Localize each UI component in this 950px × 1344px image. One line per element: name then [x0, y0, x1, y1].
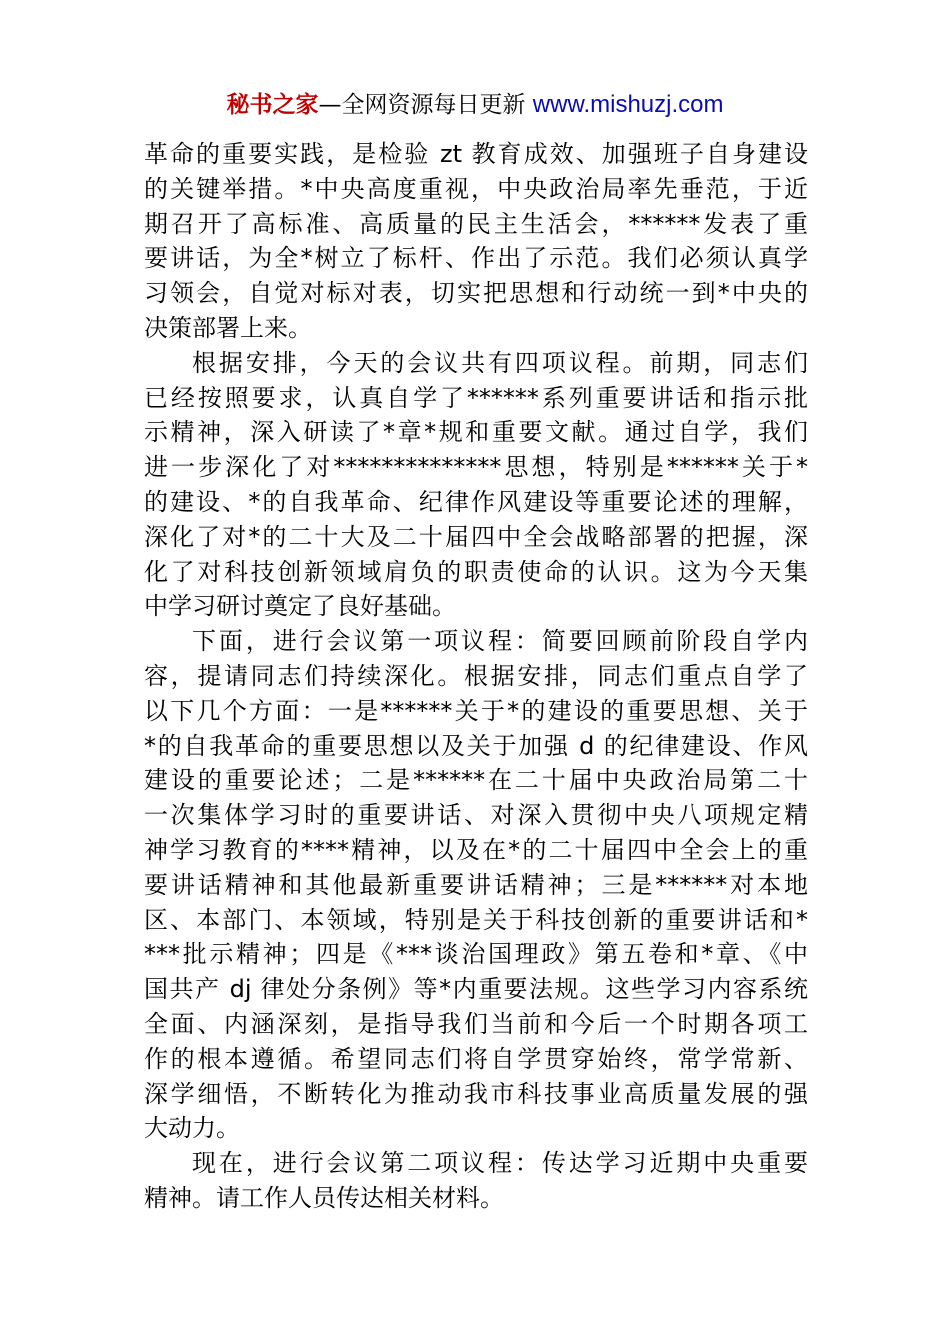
text-line: 国共产 dj 律处分条例》等*内重要法规。这些学习内容系统: [144, 975, 808, 1004]
text-line: 的建设、*的自我革命、纪律作风建设等重要论述的理解，: [144, 487, 808, 516]
text-line: 容，提请同志们持续深化。根据安排，同志们重点自学了: [144, 661, 808, 690]
text-line: 深化了对*的二十大及二十届四中全会战略部署的把握，深: [144, 522, 808, 551]
text-line: 化了对科技创新领域肩负的职责使命的认识。这为今天集: [144, 557, 808, 586]
text-line: 大动力。: [144, 1114, 240, 1143]
text-line: 以下几个方面：一是******关于*的建设的重要思想、关于: [144, 696, 808, 725]
text-line: 革命的重要实践，是检验 zt 教育成效、加强班子自身建设: [144, 140, 808, 168]
text-line: 建设的重要论述；二是******在二十届中央政治局第二十: [144, 766, 808, 795]
text-line: 区、本部门、本领域，特别是关于科技创新的重要讲话和*: [144, 905, 808, 934]
text-line: 习领会，自觉对标对表，切实把思想和行动统一到*中央的: [144, 279, 808, 308]
text-line: 精神。请工作人员传达相关材料。: [144, 1183, 504, 1212]
text-line: 期召开了高标准、高质量的民主生活会，******发表了重: [144, 209, 808, 238]
paragraph-start-line: 下面，进行会议第一项议程：简要回顾前阶段自学内: [192, 627, 808, 656]
site-header: [0, 88, 950, 122]
header-tagline: —全网资源每日更新: [318, 92, 533, 118]
text-line: ***批示精神；四是《***谈治国理政》第五卷和*章、《中: [144, 940, 808, 969]
text-line: 一次集体学习时的重要讲话、对深入贯彻中央八项规定精: [144, 801, 808, 830]
text-line: 神学习教育的****精神，以及在*的二十届四中全会上的重: [144, 835, 808, 864]
site-url-link[interactable]: www.mishuzj.com: [532, 91, 724, 118]
brand-name: 秘书之家: [226, 92, 319, 118]
text-line: 要讲话，为全*树立了标杆、作出了示范。我们必须认真学: [144, 244, 808, 273]
text-line: 决策部署上来。: [144, 313, 312, 342]
paragraph-start-line: 根据安排，今天的会议共有四项议程。前期，同志们: [192, 348, 808, 377]
text-line: 示精神，深入研读了*章*规和重要文献。通过自学，我们: [144, 418, 808, 447]
document-body: [144, 137, 808, 1216]
text-line: 全面、内涵深刻，是指导我们当前和今后一个时期各项工: [144, 1009, 808, 1038]
text-line: 深学细悟，不断转化为推动我市科技事业高质量发展的强: [144, 1079, 808, 1108]
text-line: 作的根本遵循。希望同志们将自学贯穿始终，常学常新、: [144, 1044, 808, 1073]
text-line: *的自我革命的重要思想以及关于加强 d 的纪律建设、作风: [144, 731, 808, 760]
text-line: 中学习研讨奠定了良好基础。: [144, 592, 456, 621]
text-line: 要讲话精神和其他最新重要讲话精神；三是******对本地: [144, 870, 808, 899]
text-line: 的关键举措。*中央高度重视，中央政治局率先垂范，于近: [144, 174, 808, 203]
text-line: 已经按照要求，认真自学了******系列重要讲话和指示批: [144, 383, 808, 412]
paragraph-start-line: 现在，进行会议第二项议程：传达学习近期中央重要: [192, 1149, 808, 1178]
text-line: 进一步深化了对**************思想，特别是******关于*: [144, 453, 808, 482]
